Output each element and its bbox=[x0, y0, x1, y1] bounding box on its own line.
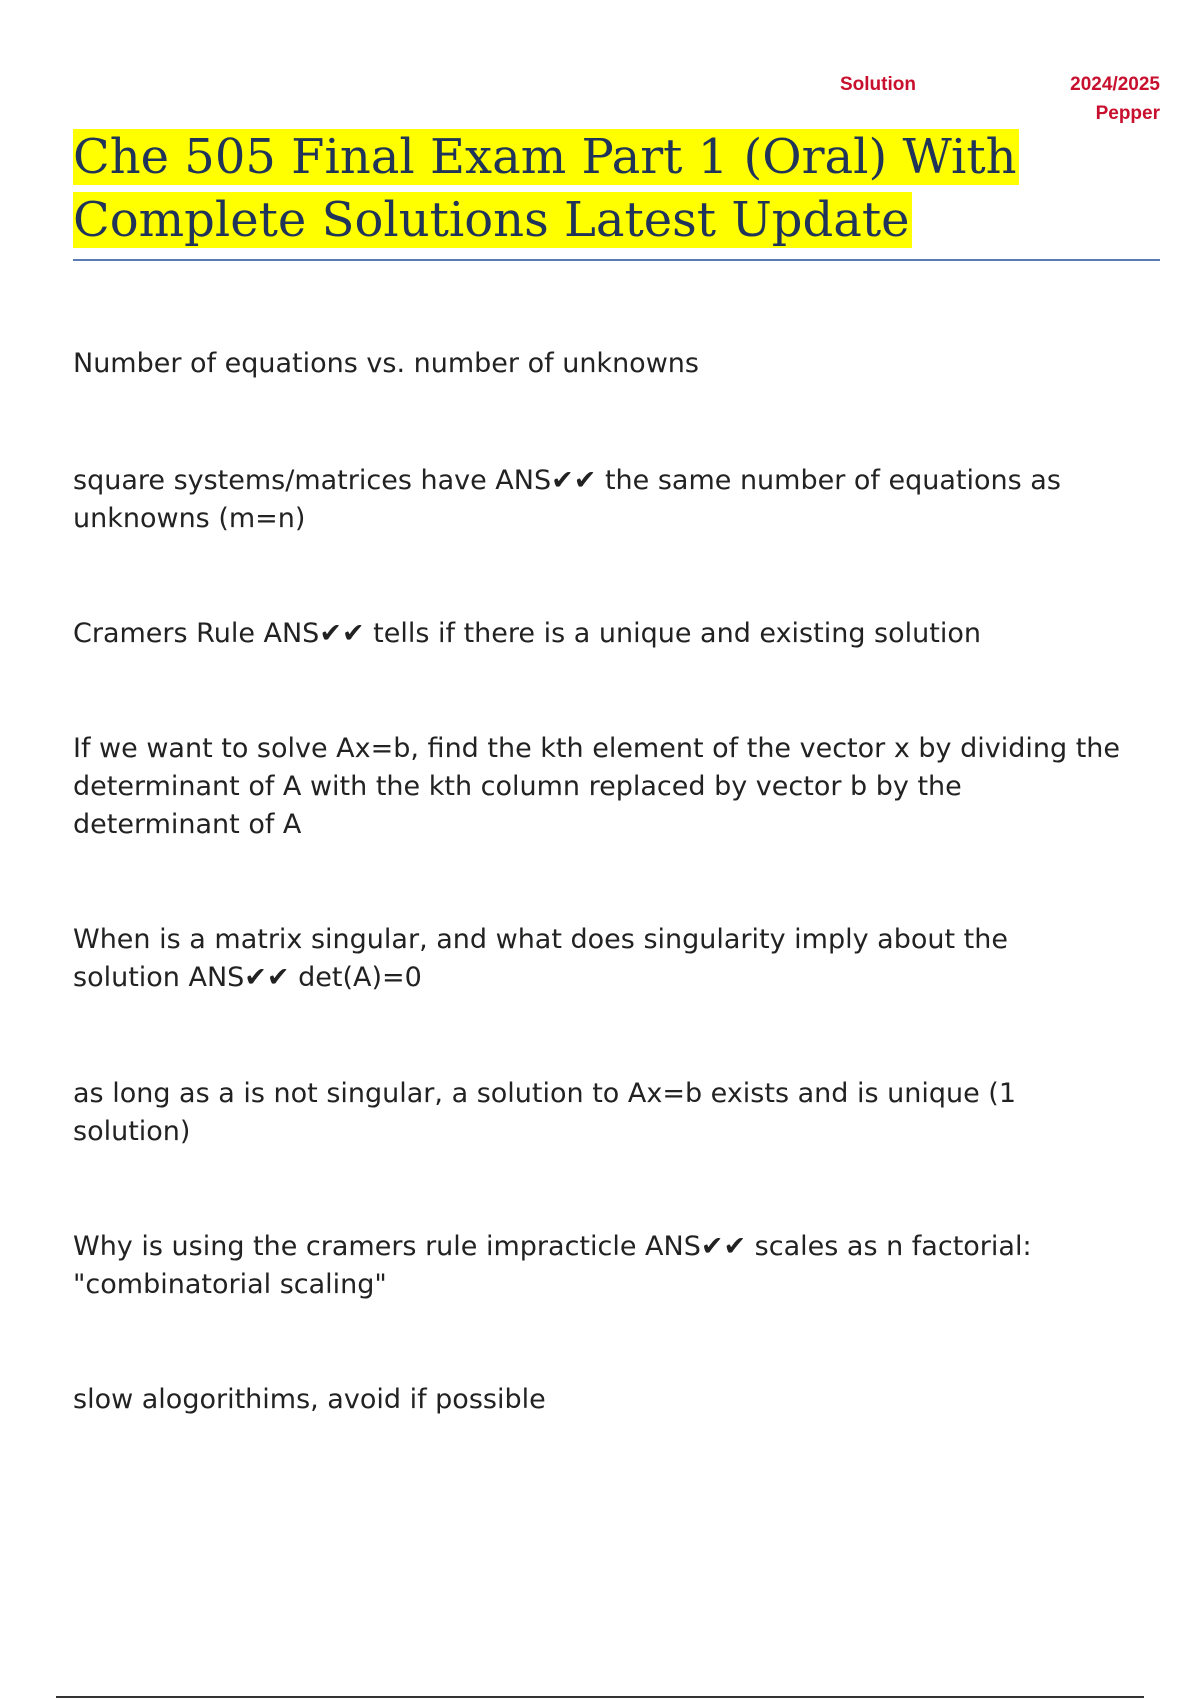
qa-entry: Cramers Rule ANS✔✔ tells if there is a unique and existing solution bbox=[73, 618, 981, 649]
qa-entry: Number of equations vs. number of unknowns bbox=[73, 348, 699, 379]
header-solution-label: Solution bbox=[840, 74, 916, 95]
qa-entry: Why is using the cramers rule impracticle ANS✔✔ scales as n factorial: "combinatorial scaling" bbox=[73, 1231, 1032, 1300]
qa-entry: square systems/matrices have ANS✔✔ the same number of equations as unknowns (m=n) bbox=[73, 465, 1061, 534]
footer-divider bbox=[56, 1696, 1144, 1698]
page-title bbox=[73, 126, 1073, 252]
header-meta bbox=[840, 74, 1160, 134]
header-year: 2024/2025 bbox=[1070, 74, 1160, 95]
header-author: Pepper bbox=[1095, 103, 1160, 124]
qa-entry: slow alogorithims, avoid if possible bbox=[73, 1384, 546, 1415]
page-title-line-2: Complete Solutions Latest Update bbox=[73, 192, 910, 248]
qa-entry: When is a matrix singular, and what does singularity imply about the solution ANS✔✔ det(A)=0 bbox=[73, 924, 1008, 993]
qa-entry: If we want to solve Ax=b, find the kth element of the vector x by dividing the determinant of A with the kth column replaced by vector b by the determinant of A bbox=[73, 733, 1121, 840]
page-title-line-1: Che 505 Final Exam Part 1 (Oral) With bbox=[73, 129, 1017, 185]
qa-entry: as long as a is not singular, a solution to Ax=b exists and is unique (1 solution) bbox=[73, 1078, 1017, 1147]
title-divider bbox=[73, 259, 1160, 261]
